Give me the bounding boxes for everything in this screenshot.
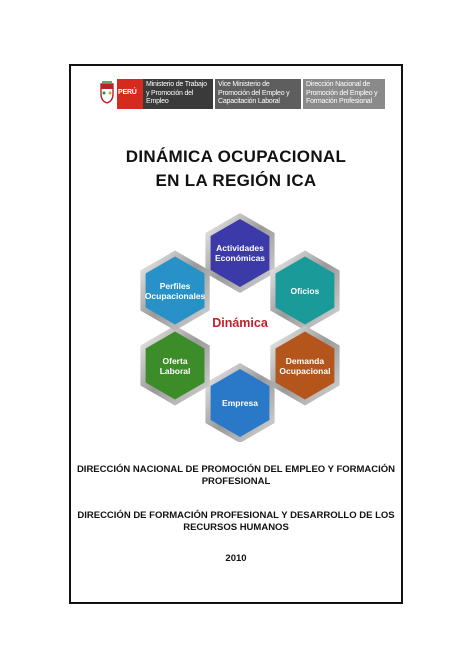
vice-ministry-label: Vice Ministerio de Promoción del Empleo y Capacitación Laboral (215, 79, 301, 109)
hex-empresa-label: Empresa (222, 398, 258, 408)
hex-actividades-label: Actividades Económicas (214, 243, 266, 263)
publication-year: 2010 (225, 553, 247, 564)
hex-perfiles-label: Perfiles Ocupacionales (144, 280, 206, 301)
document-title-line1: DINÁMICA OCUPACIONAL (125, 147, 347, 166)
hex-oferta-label: Oferta Laboral (159, 355, 191, 376)
document-title-line2: EN LA REGIÓN ICA (155, 171, 317, 190)
dynamics-hexagon-diagram (130, 212, 350, 442)
ministry-label: Ministerio de Trabajo y Promoción del Empleo (143, 79, 213, 109)
national-direction-label: Dirección Nacional de Promoción del Empleo y Formación Profesional (303, 79, 385, 109)
coat-of-arms-icon (99, 81, 115, 105)
direction-national-text: DIRECCIÓN NACIONAL DE PROMOCIÓN DEL EMPLEO Y FORMACIÓN PROFESIONAL (76, 464, 396, 487)
hex-demanda-label: Demanda Ocupacional (279, 355, 331, 376)
direction-formation-text: DIRECCIÓN DE FORMACIÓN PROFESIONAL Y DESARROLLO DE LOS RECURSOS HUMANOS (77, 510, 395, 533)
peru-label: PERÚ (118, 89, 137, 96)
ministry-header (95, 73, 385, 113)
center-label: Dinámica (212, 316, 268, 330)
hex-oficios-label: Oficios (290, 285, 320, 296)
